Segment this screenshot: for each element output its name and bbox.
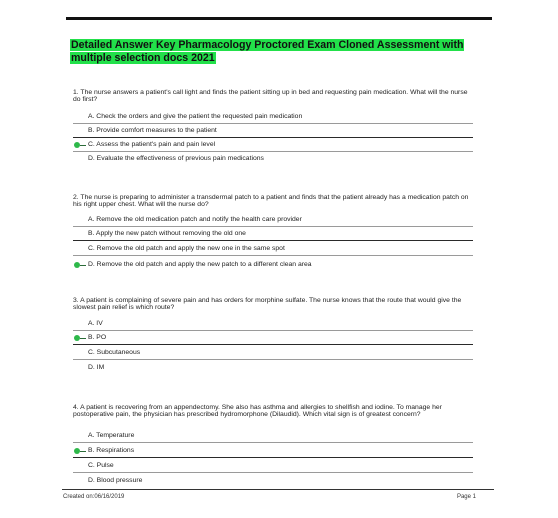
question-2-option-a: A. Remove the old medication patch and notify the health care provider xyxy=(88,216,302,223)
option-separator xyxy=(73,255,473,256)
question-4-option-d: D. Blood pressure xyxy=(88,477,143,484)
document-title: Detailed Answer Key Pharmacology Proctored Exam Cloned Assessment with multiple selection docs 2021 xyxy=(71,39,464,64)
question-4-option-b: B. Respirations xyxy=(88,447,135,454)
question-3-option-d: D. IM xyxy=(88,364,105,371)
question-1-option-b: B. Provide comfort measures to the patient xyxy=(88,127,217,134)
question-2-option-d: D. Remove the old patch and apply the new patch to a different clean area xyxy=(88,261,312,268)
question-1-option-a: A. Check the orders and give the patient the requested pain medication xyxy=(88,113,303,120)
correct-answer-marker-icon xyxy=(74,141,87,149)
question-3-option-b: B. PO xyxy=(88,334,107,341)
question-4-option-a: A. Temperature xyxy=(88,432,135,439)
question-4-option-c: C. Pulse xyxy=(88,462,114,469)
option-separator xyxy=(73,123,473,124)
question-4-text: 4. A patient is recovering from an appendectomy. She also has asthma and allergies to shellfish and iodine. To manage her postoperative pain, the physician has prescribed hydromorphone (Dilaudid). Which vital sign is of greatest concern? xyxy=(73,404,442,419)
question-2-option-c: C. Remove the old patch and apply the new one in the same spot xyxy=(88,245,285,252)
top-rule xyxy=(66,17,492,20)
option-separator xyxy=(73,472,473,473)
question-2-option-b: B. Apply the new patch without removing the old one xyxy=(88,230,246,237)
footer-created-date: Created on:06/16/2019 xyxy=(63,494,125,500)
correct-answer-marker-icon xyxy=(74,334,87,342)
option-separator xyxy=(73,240,473,241)
option-separator xyxy=(73,344,473,345)
option-separator xyxy=(73,151,473,152)
option-separator xyxy=(73,457,473,458)
correct-answer-marker-icon xyxy=(74,447,87,455)
question-1-option-d: D. Evaluate the effectiveness of previous pain medications xyxy=(88,155,264,162)
question-2-text: 2. The nurse is preparing to administer a transdermal patch to a patient and finds that the patient already has a medication patch on his right upper chest. What will the nurse do? xyxy=(73,194,469,209)
question-1-text: 1. The nurse answers a patient's call light and finds the patient sitting up in bed and requesting pain medication. What will the nurse do first? xyxy=(73,89,468,104)
option-separator xyxy=(73,226,473,227)
question-3-option-a: A. IV xyxy=(88,320,103,327)
option-separator xyxy=(73,442,473,443)
option-separator xyxy=(73,137,473,138)
option-separator xyxy=(73,359,473,360)
option-separator xyxy=(73,330,473,331)
question-3-text: 3. A patient is complaining of severe pain and has orders for morphine sulfate. The nurse knows that the route that would give the slowest pain relief is which route? xyxy=(73,297,462,312)
correct-answer-marker-icon xyxy=(74,261,87,269)
question-3-option-c: C. Subcutaneous xyxy=(88,349,141,356)
footer-rule xyxy=(62,489,494,490)
question-1-option-c: C. Assess the patient's pain and pain level xyxy=(88,141,216,148)
footer-page-number: Page 1 xyxy=(456,494,476,500)
